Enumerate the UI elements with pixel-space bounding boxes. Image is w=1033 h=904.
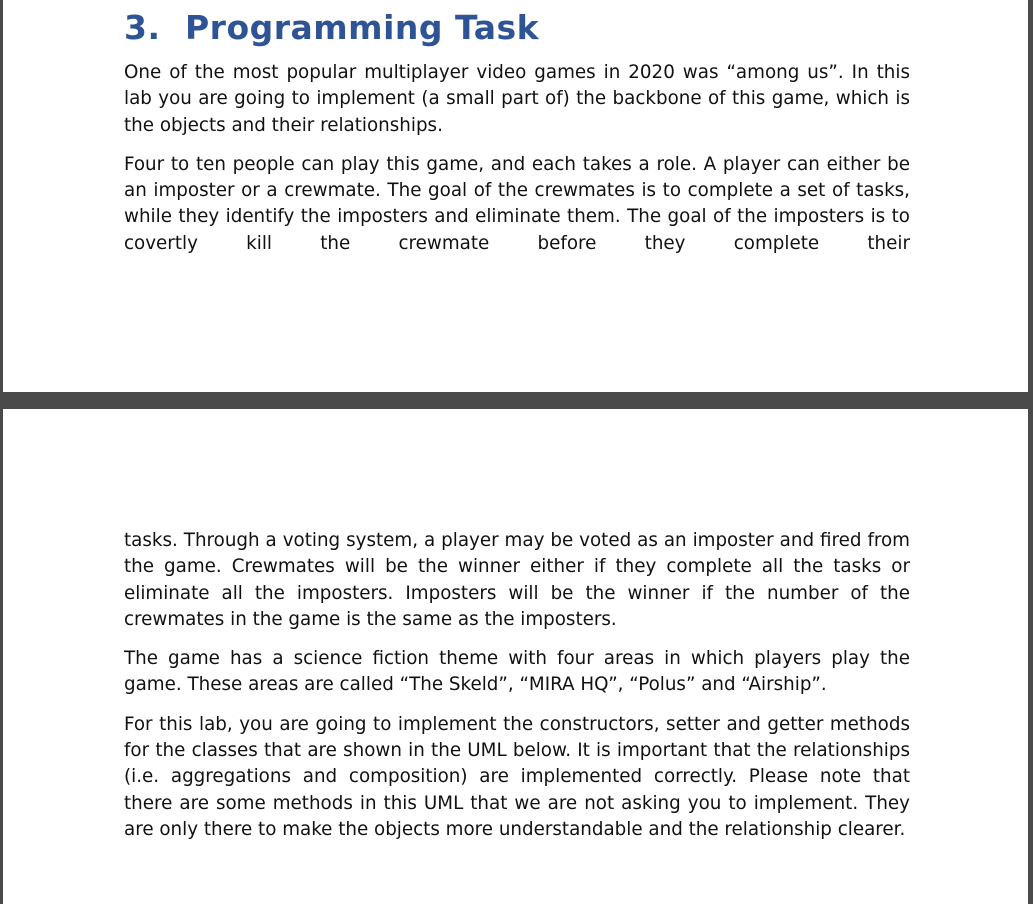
document-page-1 (3, 0, 1028, 392)
section-heading (124, 6, 910, 50)
intro-paragraph: One of the most popular multiplayer video games in 2020 was “among us”. In this lab you are going to implement (a small part of) the backbone of this game, which is the objects and their relationships. (124, 62, 910, 136)
areas-paragraph: The game has a science fiction theme with four areas in which players play the game. These areas are called “The Skeld”, “MIRA HQ”, “Polus” and “Airship”. (124, 648, 910, 696)
section-number: 3. (124, 8, 161, 47)
document-page-2 (3, 409, 1028, 904)
roles-paragraph: Four to ten people can play this game, and each takes a role. A player can either be an imposter or a crewmate. The goal of the crewmates is to complete a set of tasks, while they identify the imposters and eliminate them. The goal of the imposters is to covertly kill the crewmate before they complete their (124, 153, 910, 254)
lab-instructions-paragraph: For this lab, you are going to implement the constructors, setter and getter methods for the classes that are shown in the UML below. It is important that the relationships (i.e. aggregations and composition) are implemented correctly. Please note that there are some methods in this UML that we are not asking you to implement. They are only there to make the objects more understandable and the relationship clearer. (124, 713, 910, 840)
page-1-content (124, 6, 910, 257)
voting-paragraph: tasks. Through a voting system, a player may be voted as an imposter and fired from the game. Crewmates will be the winner either if they complete all the tasks or eliminate all the imposters. Imposters will be the winner if the number of the crewmates in the game is the same as the imposters. (124, 530, 910, 630)
page-2-content (124, 528, 910, 856)
section-title: Programming Task (185, 8, 540, 47)
